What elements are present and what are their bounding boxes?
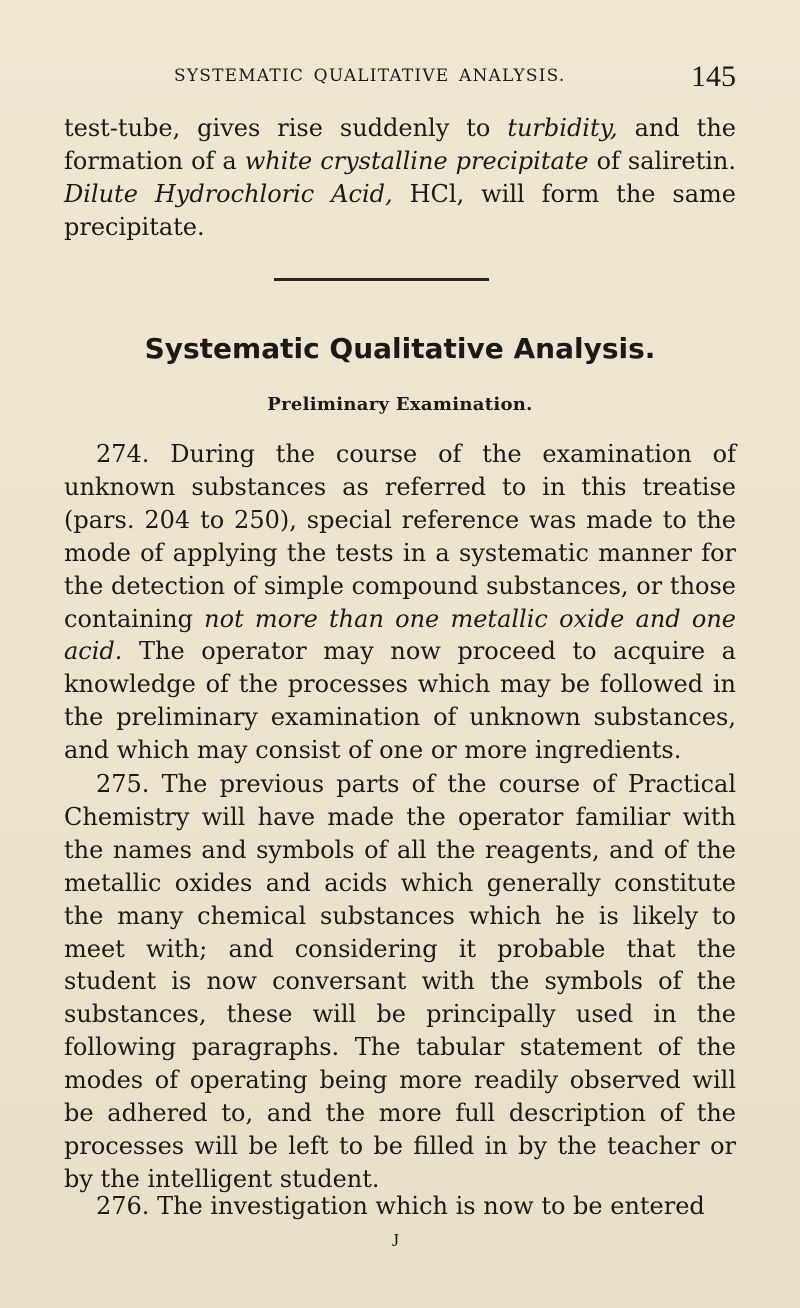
italic-term: Dilute Hydrochloric Acid,	[64, 179, 393, 208]
continuation-paragraph	[64, 112, 736, 244]
paragraph-274	[64, 438, 736, 767]
paragraph-276-text: 276. The investigation which is now to be entered	[96, 1192, 705, 1220]
paragraph-276	[64, 1190, 736, 1223]
text-run: HCl, will form the same precipitate.	[64, 179, 737, 241]
italic-term: turbidity,	[507, 114, 618, 142]
text-run: The operator may now proceed to acquire a knowledge of the processes which may be followed in the preliminary examination of unknown substances, and which may consist of one or more ingredients.	[64, 637, 736, 765]
running-title: SYSTEMATIC QUALITATIVE ANALYSIS.	[174, 66, 566, 86]
section-title: Systematic Qualitative Analysis.	[144, 332, 656, 365]
text-run: 274. During the course of the examination of unknown substances as referred to in this treatise (pars. 204 to 250), special reference was made to the mode of applying the tests in a systematic manner for the detection of simple compound substances, or those containing	[64, 440, 736, 633]
signature-mark: J	[392, 1230, 400, 1250]
running-head	[64, 60, 736, 96]
text-run: test-tube, gives rise suddenly to	[64, 114, 508, 142]
paragraph-275-text: 275. The previous parts of the course of Practical Chemistry will have made the operator familiar with the names and symbols of all the reagents, and of the metallic oxides and acids which generally constitute the many chemical substances which he is likely to meet with; and considering it probable that the student is now conversant with the symbols of the substances, these will be principally used in the following paragraphs. The tabular statement of the modes of operating being more readily observed will be adhered to, and the more full description of the processes will be left to be filled in by the teacher or by the intelligent student.	[64, 770, 736, 1193]
italic-phrase: not more than one metallic oxide and one acid.	[64, 604, 736, 666]
paragraph-275	[64, 768, 736, 1196]
section-divider	[274, 278, 489, 281]
subsection-title: Preliminary Examination.	[267, 394, 533, 415]
page-number: 145	[691, 60, 736, 93]
italic-term: white crystalline precipitate	[244, 146, 589, 175]
text-run: and the formation of a	[64, 114, 736, 175]
text-run: of saliretin.	[588, 146, 736, 175]
